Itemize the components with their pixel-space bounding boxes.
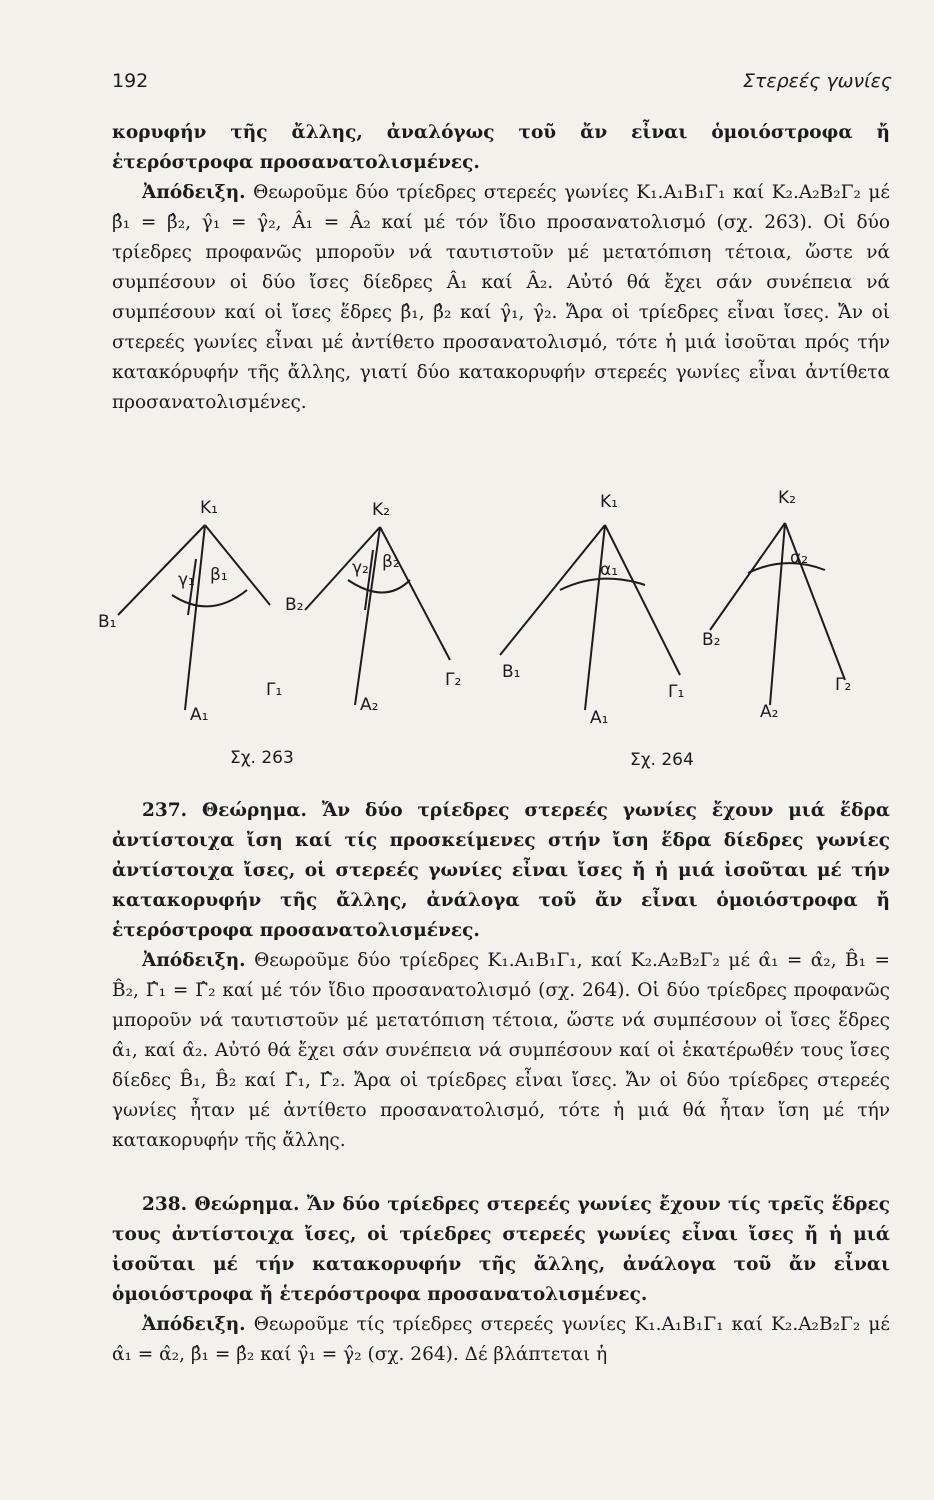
fig263-right-edges (305, 527, 450, 705)
fig263-left-b: Β₁ (98, 612, 117, 632)
fig263-right-g: Γ₂ (445, 670, 462, 690)
text-block-theorem-236-end (112, 118, 890, 418)
theorem-237-statement: Ἄν δύο τρίεδρες στερεές γωνίες ἔχουν μιά ἕδρα ἀντίστοιχα ἴση καί τίς προσκείμενες στήν ἴση ἕδρα δίεδρες γωνίες ἀντίστοιχα ἴσες, οἱ στερεές γωνίες εἶναι ἴσες ἤ ἡ μιά ἰσοῦται μέ τήν κατακορυφήν τῆς ἄλλης, ἀνάλογα τοῦ ἄν εἶναι ὁμοιόστροφα ἤ ἑτερόστροφα προσανατολισμένες. (112, 800, 890, 941)
proof-text: Θεωροῦμε δύο τρίεδρες στερεές γωνίες Κ₁.Α₁Β₁Γ₁ καί Κ₂.Α₂Β₂Γ₂ μέ β̂₁ = β̂₂, γ̂₁ = γ̂₂, Â₁ = Â₂ καί μέ τόν ἴδιο προσανατολισμό (σχ. 263). Οἱ δύο τρίεδρες προφανῶς μποροῦν νά ταυτιστοῦν μέ μετατόπιση τέτοια, ὥστε νά συμπέσουν οἱ δύο ἴσες δίεδρες Â₁ καί Â₂. Αὐτό θά ἔχει σάν συνέπεια νά συμπέσουν καί οἱ ἴσες ἕδρες β̂₁, β̂₂ καί γ̂₁, γ̂₂. Ἄρα οἱ τρίεδρες εἶναι ἴσες. Ἄν οἱ στερεές γωνίες εἶναι μέ ἀντίθετο προσανατολισμό, τότε ἡ μιά ἰσοῦται πρός τήν κατακόρυφήν τῆς ἄλλης, γιατί δύο κατακορυφήν στερεές γωνίες εἶναι ἀντίθετα προσανατολισμένες. (112, 182, 890, 413)
theorem-237-label: 237. Θεώρημα. (142, 800, 307, 821)
fig263-right-a: Α₂ (360, 695, 379, 715)
fig264-right-a: Α₂ (760, 702, 779, 722)
fig264-right-face-a: α₂ (790, 548, 809, 568)
fig263-right-b: Β₂ (285, 595, 304, 615)
fig263-right-face-b: β₂ (382, 552, 400, 572)
fig264-left-apex: Κ₁ (600, 492, 618, 512)
fig264-left-g: Γ₁ (668, 682, 685, 702)
theorem-continuation: κορυφήν τῆς ἄλλης, ἀναλόγως τοῦ ἄν εἶναι ὁμοιόστροφα ἤ ἑτερόστροφα προσανατολισμένες. (112, 122, 890, 173)
theorem-238 (112, 1190, 890, 1310)
caption-263: Σχ. 263 (230, 748, 294, 768)
fig263-left-face-b: β₁ (210, 565, 228, 585)
fig263-left-edges (118, 525, 270, 710)
fig264-left-edges (500, 525, 680, 710)
fig263-left-g: Γ₁ (266, 680, 283, 700)
proof-text: Θεωροῦμε τίς τρίεδρες στερεές γωνίες Κ₁.Α₁Β₁Γ₁ καί Κ₂.Α₂Β₂Γ₂ μέ α̂₁ = α̂₂, β̂₁ = β̂₂ καί γ̂₁ = γ̂₂ (σχ. 264). Δέ βλάπτεται ἡ (112, 1314, 890, 1365)
text-block-theorem-237 (112, 796, 890, 1156)
fig263-left-a: Α₁ (190, 705, 209, 725)
theorem-237 (112, 796, 890, 946)
fig263-right-arc (348, 580, 410, 593)
fig263-left-face-g: γ₁ (178, 570, 195, 590)
fig264-right-arc (748, 563, 825, 573)
running-head: Στερεές γωνίες (742, 70, 892, 92)
fig264-left-a: Α₁ (590, 708, 609, 728)
figures-263-264 (90, 485, 910, 775)
fig263-left-apex: Κ₁ (200, 498, 218, 518)
fig264-right-b: Β₂ (702, 630, 721, 650)
fig264-right-edges (710, 523, 845, 705)
proof-heading: Ἀπόδειξη. (142, 1314, 246, 1335)
proof-paragraph-236 (112, 178, 890, 418)
proof-paragraph-238 (112, 1310, 890, 1370)
proof-heading: Ἀπόδειξη. (142, 182, 246, 203)
trihedral-figure (90, 485, 910, 775)
fig263-left-arc (172, 590, 247, 606)
theorem-238-label: 238. Θεώρημα. (142, 1194, 300, 1215)
fig264-right-apex: Κ₂ (778, 488, 796, 508)
fig263-right-apex: Κ₂ (372, 500, 390, 520)
text-block-theorem-238 (112, 1190, 890, 1370)
fig263-right-face-g: γ₂ (352, 558, 369, 578)
fig264-right-g: Γ₂ (835, 675, 852, 695)
fig264-left-b: Β₁ (502, 662, 521, 682)
proof-text: Θεωροῦμε δύο τρίεδρες Κ₁.Α₁Β₁Γ₁, καί Κ₂.Α₂Β₂Γ₂ μέ α̂₁ = α̂₂, B̂₁ = B̂₂, Γ̂₁ = Γ̂₂ καί μέ τόν ἴδιο προσανατολισμό (σχ. 264). Οἱ δύο τρίεδρες προφανῶς μποροῦν νά ταυτιστοῦν μέ μετατόπιση τέτοια, ὥστε νά συμπέσουν οἱ ἴσες ἕδρες α̂₁, καί α̂₂. Αὐτό θά ἔχει σάν συνέπεια νά συμπέσουν καί οἱ ἑκατέρωθέν τους ἴσες δίεδες B̂₁, B̂₂ καί Γ̂₁, Γ̂₂. Ἄρα οἱ τρίεδρες εἶναι ἴσες. Ἄν οἱ δύο τρίεδρες στερεές γωνίες ἦταν μέ ἀντίθετο προσανατολισμό, τότε ἡ μιά θά ἦταν ἴση μέ τήν κατακορυφήν τῆς ἄλλης. (112, 950, 890, 1151)
proof-heading: Ἀπόδειξη. (142, 950, 246, 971)
fig264-left-face-a: α₁ (600, 560, 619, 580)
caption-264: Σχ. 264 (630, 750, 694, 770)
proof-paragraph-237 (112, 946, 890, 1156)
theorem-238-statement: Ἄν δύο τρίεδρες στερεές γωνίες ἔχουν τίς τρεῖς ἕδρες τους ἀντίστοιχα ἴσες, οἱ τρίεδρες στερεές γωνίες εἶναι ἴσες ἤ ἡ μιά ἰσοῦται μέ τήν κατακορυφήν τῆς ἄλλης, ἀνάλογα τοῦ ἄν εἶναι ὁμοιόστροφα ἤ ἑτερόστροφα προσανατολισμένες. (112, 1194, 890, 1305)
page-number: 192 (112, 70, 149, 92)
